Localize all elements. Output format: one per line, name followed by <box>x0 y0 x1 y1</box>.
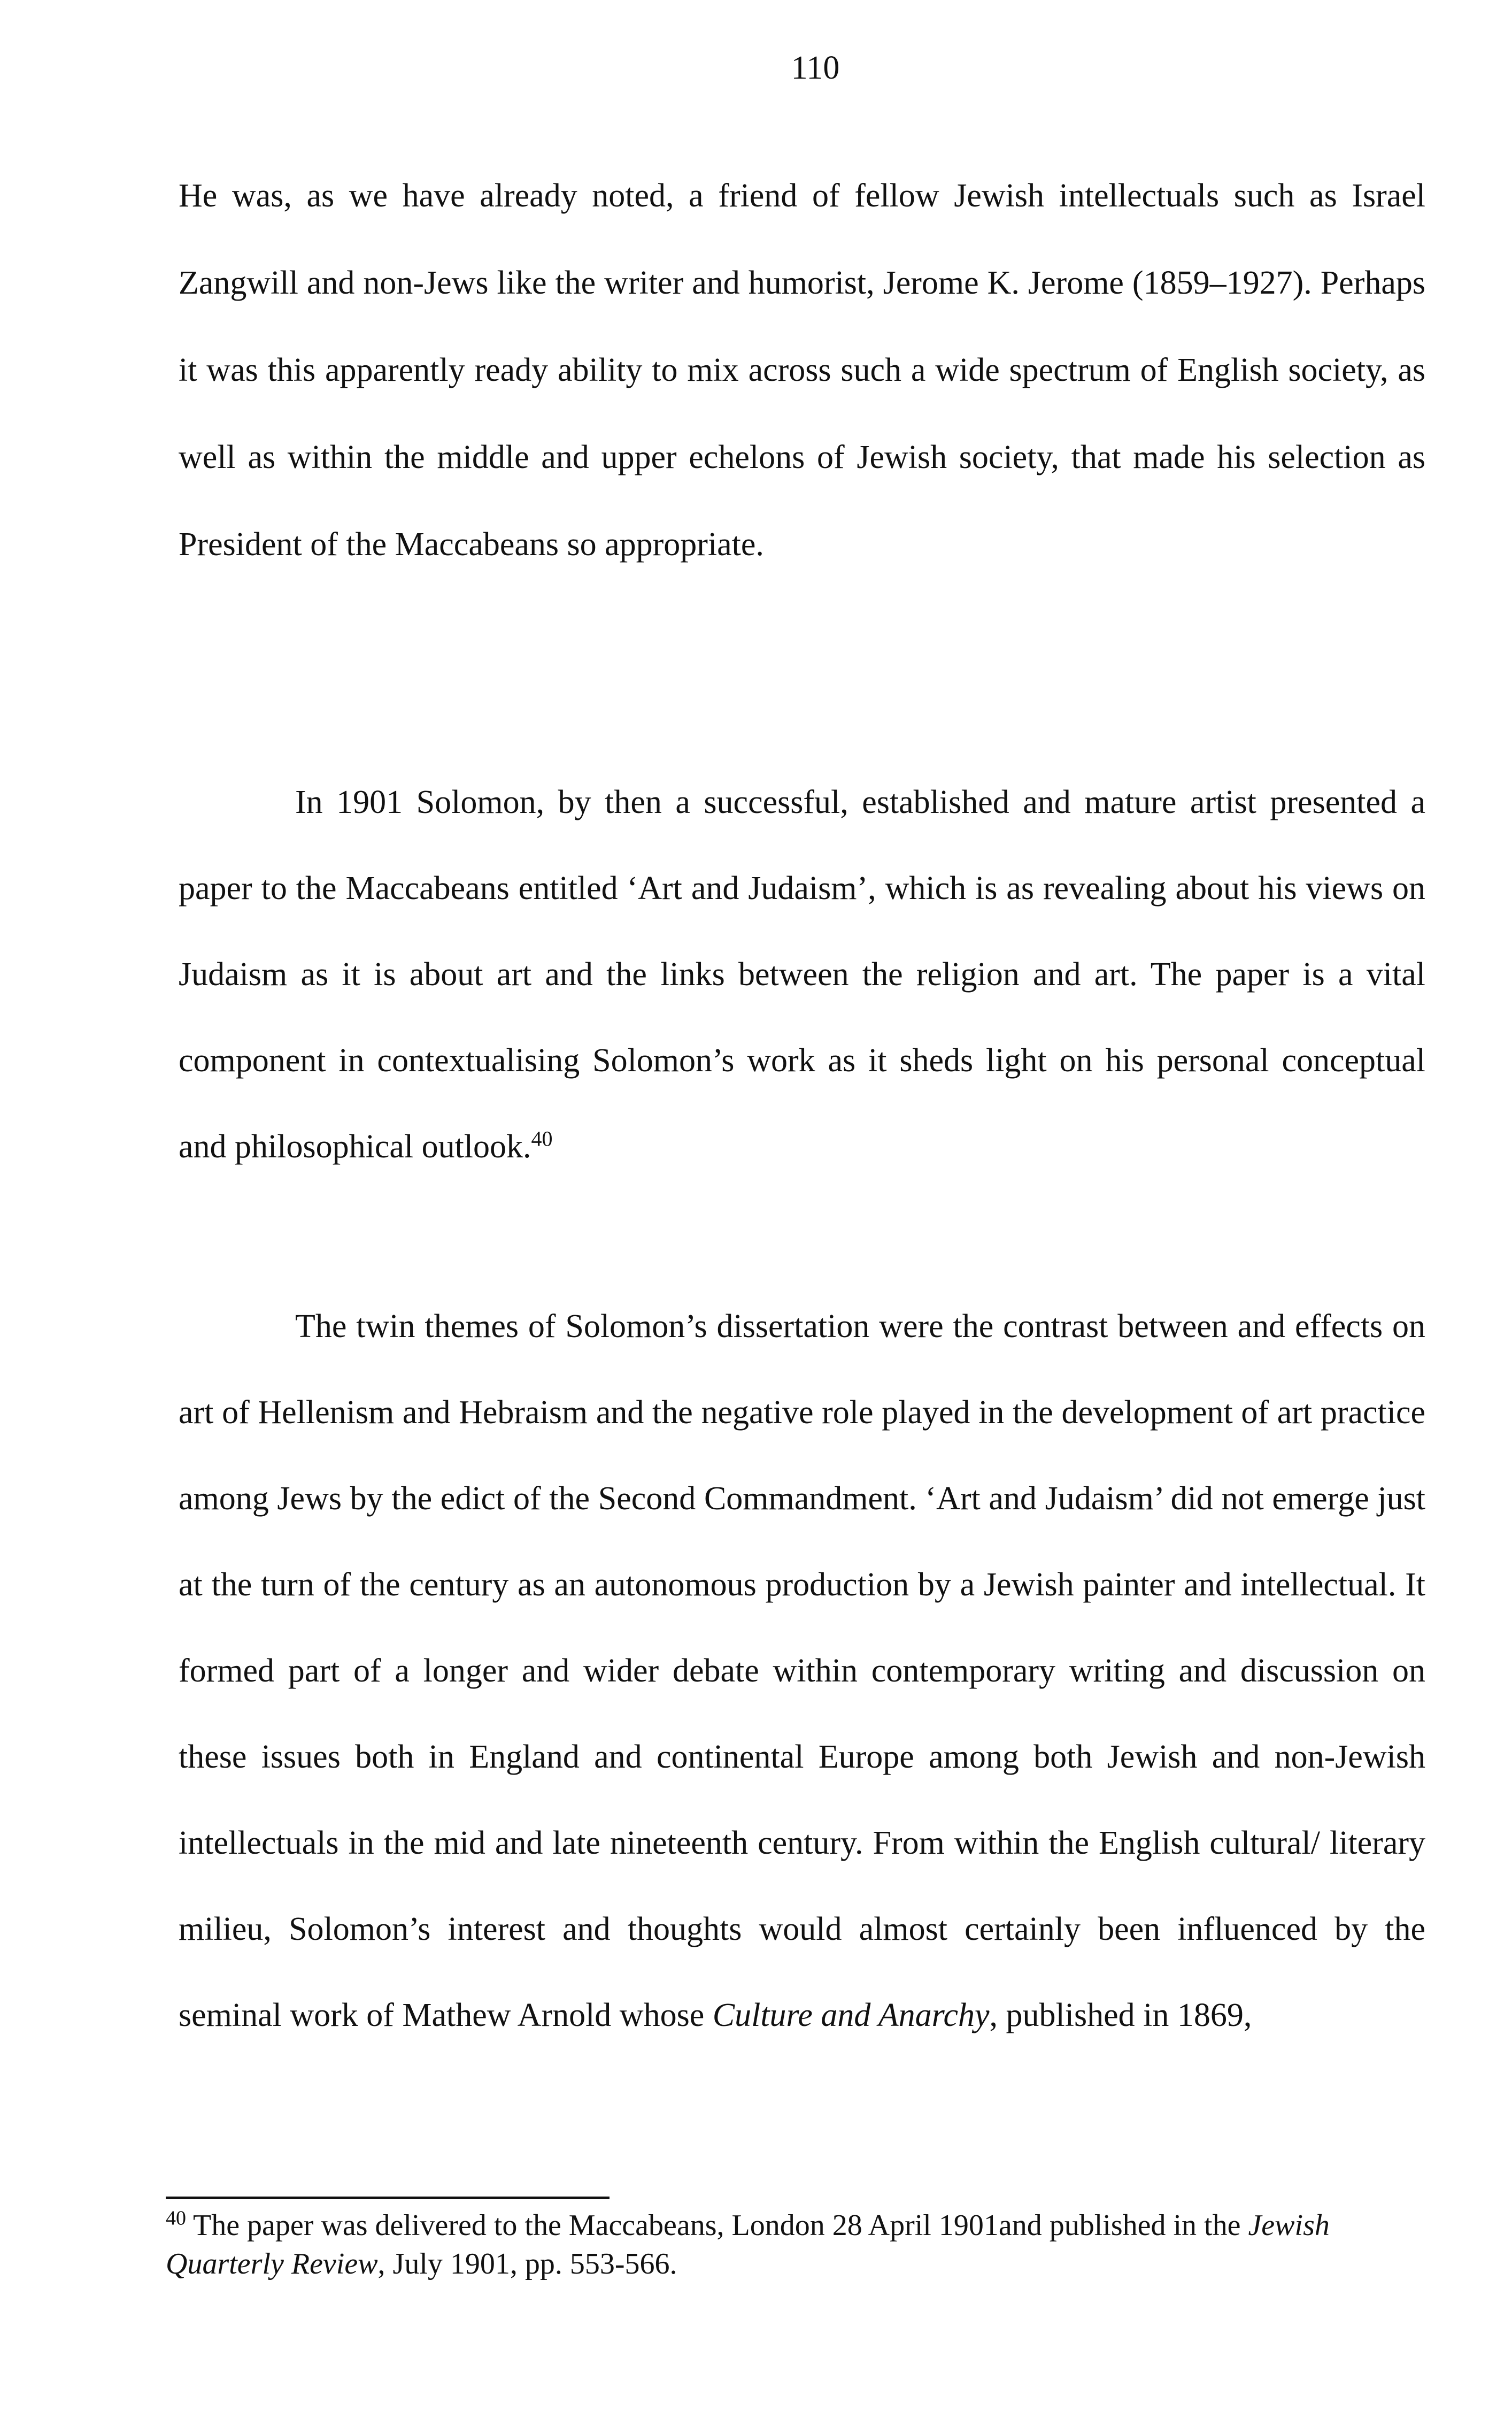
page-number: 110 <box>791 50 840 86</box>
book-title: Culture and Anarchy <box>712 1997 990 2033</box>
footnote-reference[interactable]: 40 <box>531 1126 553 1151</box>
paragraph-3-text: The twin themes of Solomon’s dissertation were the contrast between and effects on art of Hellenism and Hebraism and the negative role played in the development of art practice among Jews by the edict of the Second Commandment. ‘Art and Judaism’ did not emerge just at the turn of the century as an autonomous production by a Jewish painter and intellectual. It formed part of a longer and wider debate within contemporary writing and discussion on these issues both in England and continental Europe among both Jewish and non-Jewish intellectuals in the mid and late nineteenth century. From within the English cultural/ literary milieu, Solomon’s interest and thoughts would almost certainly been influenced by the seminal work of Mathew Arnold whose <box>179 1308 1425 2033</box>
footnote-text: The paper was delivered to the Maccabeans, London 28 April 1901and published in the <box>186 2209 1248 2242</box>
paragraph-3-text-end: , published in 1869, <box>989 1997 1252 2033</box>
paragraph-2 <box>179 759 1425 1190</box>
paragraph-3 <box>179 1284 1425 2059</box>
footnote-text-end: , July 1901, pp. 553-566. <box>377 2247 677 2281</box>
paragraph-1-text: He was, as we have already noted, a friend of fellow Jewish intellectuals such as Israel Zangwill and non-Jews like the writer and humorist, Jerome K. Jerome (1859–1927). Perhaps it was this apparently ready ability to mix across such a wide spectrum of English society, as well as within the middle and upper echelons of Jewish society, that made his selection as President of the Maccabeans so appropriate. <box>179 178 1425 563</box>
footnote-number: 40 <box>166 2207 186 2230</box>
paragraph-1 <box>179 152 1425 588</box>
paragraph-2-text: In 1901 Solomon, by then a successful, established and mature artist presented a paper to the Maccabeans entitled ‘Art and Judaism’, which is as revealing about his views on Judaism as it is about art and the links between the religion and art. The paper is a vital component in contextualising Solomon’s work as it sheds light on his personal conceptual and philosophical outlook. <box>179 784 1425 1165</box>
footnote-divider <box>166 2197 610 2199</box>
journal-title: Jewish Quarterly Review <box>166 2209 1330 2281</box>
footnote <box>166 2206 1449 2283</box>
